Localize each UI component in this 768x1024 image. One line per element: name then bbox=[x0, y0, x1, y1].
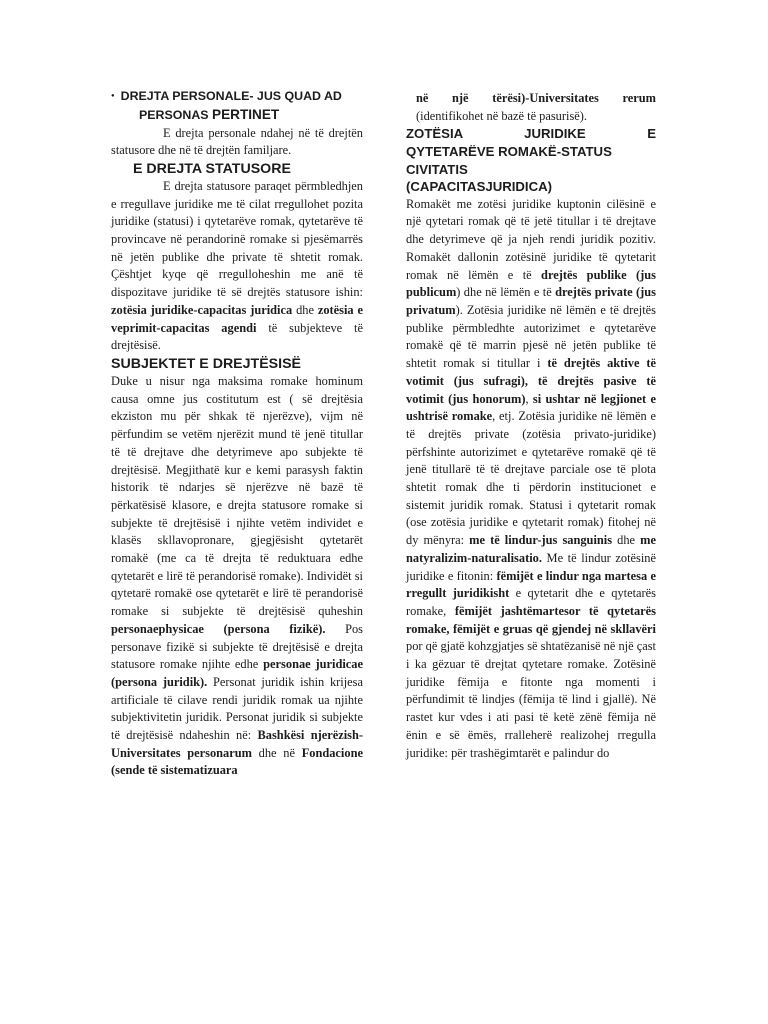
title-line-2a: PERSONAS bbox=[139, 107, 209, 122]
intro-paragraph: E drejta personale ndahej në të drejtën statusore dhe në të drejtën familjare. bbox=[111, 125, 363, 158]
paragraph-statusore: E drejta statusore paraqet përmbledhjen e rregullave juridike me të cilat rregullohet pozita juridike (statusi) i qytetarëve romak, qytetarëve të provincave në perandorinë romake si pjesëmarrës në jetën publike dhe private të shtetit romak. Çështjet kyqe që rregulloheshin me anë të dispozitave juridike të së drejtës statusore ishin: zotësia juridike-capacitas juridica dhe zotësia e veprimit-capacitas agendi të subjekteve të drejtësisë. bbox=[111, 178, 363, 353]
left-column bbox=[111, 88, 363, 780]
title-line-1: DREJTA PERSONALE- JUS QUAD AD bbox=[120, 89, 342, 104]
paragraph-subjektet: Duke u nisur nga maksima romake hominum causa omne jus costitutum est ( së drejtësia ekziston mu për shkak të njerëzve), vijm në përfundim se vetëm njerëzit mund të jenë titullar të të drejtave dhe detyrimeve apo subjekte të drejtësisë. Megjithatë kur e kemi parasysh faktin historik të ndarjes së njerëzve në bazë të përkatësisë klasore, e drejta statusore romake si subjekte të drejtësisë i njihte vetëm individet e klasës skllavopronare, gjegjësisht qytetarët romakë (me ca të drejta të reduktuara edhe qytetarët e lirë të perandorisë romake). Individët si qytetarë romakë ose qytetarët e lirë të perandorisë romake si subjekte të drejtësisë quheshin personaephysicae (persona fizikë). Pos personave fizikë si subjekte të drejtësisë e drejta statusore romake njihte edhe personae juridicae (persona juridik). Personat juridik ishin krijesa artificiale të cilave rendi juridik romak ua njihte subjektivitetin juridik. Personat juridik si subjekte të drejtësisë ndaheshin në: Bashkësi njerëzish-Universitates personarum dhe në Fondacione (sende të sistematizuara bbox=[111, 373, 363, 778]
continuation-paragraph: në një tërësi)-Universitates rerum (identifikohet në bazë të pasurisë). bbox=[416, 91, 656, 123]
heading-zotesia-1: ZOTËSIA JURIDIKE E bbox=[406, 126, 656, 142]
heading-statusore: E DREJTA STATUSORE bbox=[133, 160, 291, 177]
heading-zotesia-2: QYTETARËVE ROMAKË-STATUS bbox=[406, 144, 612, 159]
right-column bbox=[406, 90, 656, 762]
heading-zotesia-4: (CAPACITASJURIDICA) bbox=[406, 179, 553, 195]
heading-zotesia-3: CIVITATIS bbox=[406, 161, 468, 177]
heading-subjektet: SUBJEKTET E DREJTËSISË bbox=[111, 355, 302, 372]
section-title bbox=[111, 88, 363, 106]
section-title-cont bbox=[111, 106, 363, 125]
title-line-2b: PERTINET bbox=[212, 106, 280, 122]
paragraph-zotesia: Romakët me zotësi juridike kuptonin cilësinë e një qytetari romak që të jetë titullar i të drejtave dhe detyrimeve që ja njeh rendi juridik pozitiv. Romakët dallonin zotësinë juridike të qytetarit romak në lëmën e të drejtës publike (jus publicum) dhe në lëmën e të drejtës private (jus privatum). Zotësia juridike në lëmën e të drejtës publike përmbledhte autorizimet e qytetarëve romakë që të marrin pjesë në jetën publike të shtetit romak si titullar i të drejtës aktive të votimit (jus sufragi), të drejtës pasive të votimit (jus honorum), si ushtar në legjionet e ushtrisë romake, etj. Zotësia juridike në lëmën e të drejtës private (zotësia privato-juridike) përfshinte autorizimet e qytetarëve romakë që të jenë titullarë të të drejtave parciale ose të plota shtetit romak dhe ti përdorin institucionet e sistemit juridik romak. Statusi i qytetarit romak (ose zotësia juridike e qytetarit romak) fitohej në dy mënyra: me të lindur-jus sanguinis dhe me natyralizim-naturalisatio. Me të lindur zotësinë juridike e fitonin: fëmijët e lindur nga martesa e rregullt juridikisht e qytetarit dhe e qytetarës romake, fëmijët jashtëmartesor të qytetarës romake, fëmijët e gruas që gjendej në skllavëri por që gjatë kohzgjatjes së shtatëzanisë në një çast i ka gëzuar të drejtat qytetare romake. Zotësinë juridike fëmija e fitonte nga momenti i përfundimit të lindjes (fëmija të lind i gjallë). Në rastet kur vdes i ati pasi të ketë zënë fëmija në ënin e së ëmës, rralleherë realizohej rregulla juridike: për trashëgimtarët e palindur do bbox=[406, 196, 657, 760]
bullet-icon: ● bbox=[111, 93, 115, 99]
